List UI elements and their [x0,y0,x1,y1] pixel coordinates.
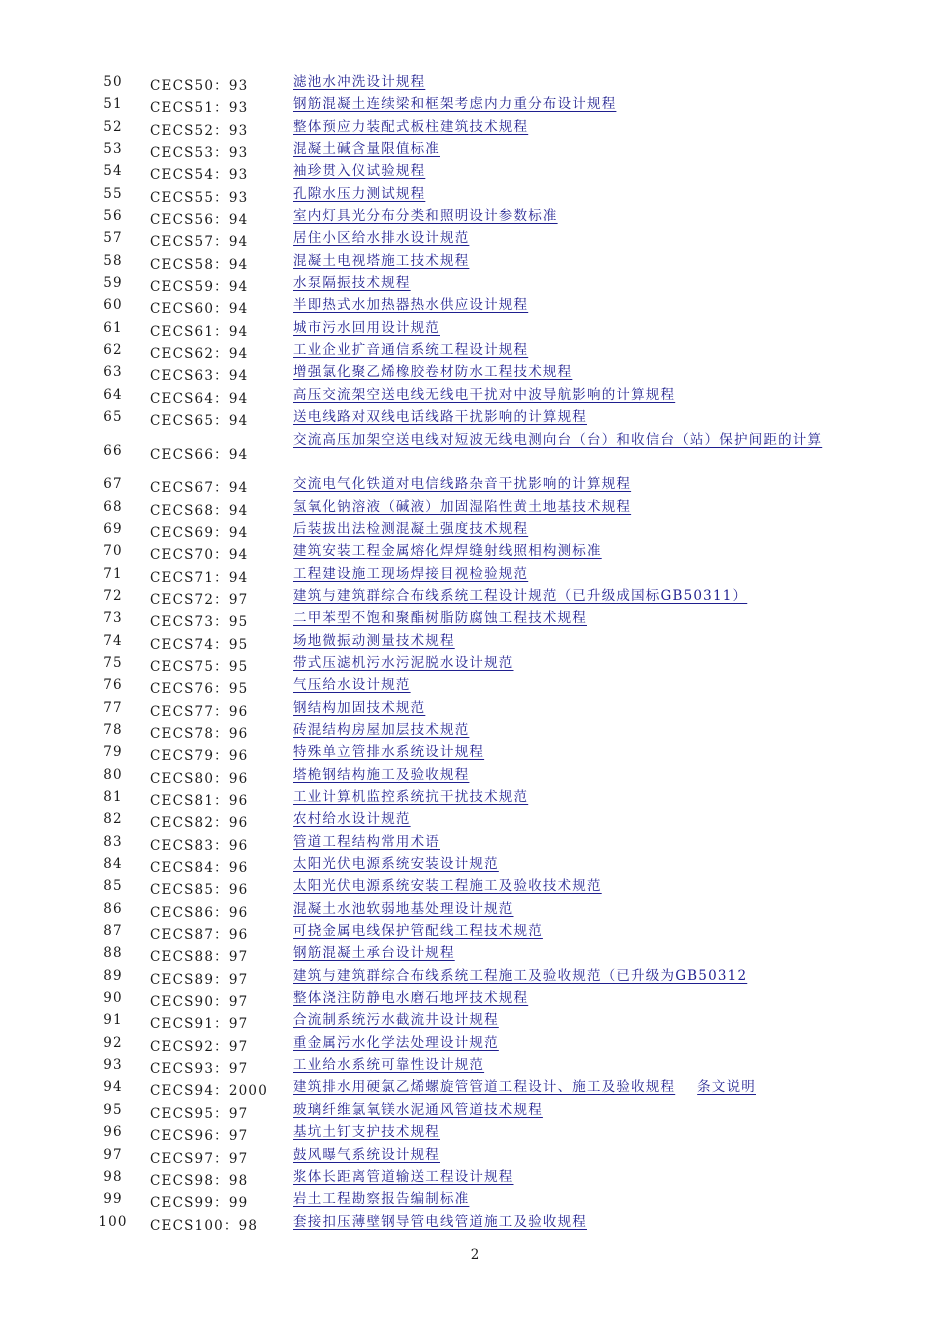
list-item [0,518,950,540]
standard-title-link[interactable]: 居住小区给水排水设计规范 [293,230,470,247]
standard-code: CECS76：95 [150,681,249,698]
standard-code: CECS96：97 [150,1128,249,1145]
standard-title [293,1076,823,1098]
standard-title-link[interactable]: 增强氯化聚乙烯橡胶卷材防水工程技术规程 [293,364,573,381]
standard-title [293,563,823,585]
standard-title-link[interactable]: 工程建设施工现场焊接目视检验规范 [293,565,529,582]
item-number: 72 [103,587,123,604]
item-number: 63 [103,364,123,381]
standard-code: CECS56：94 [150,212,249,229]
standard-title [293,250,823,272]
standard-code: CECS62：94 [150,346,249,363]
list-item [0,1076,950,1098]
standard-title [293,652,823,674]
list-item [0,1099,950,1121]
list-item [0,1166,950,1188]
list-item [0,93,950,115]
standard-title [293,384,823,406]
item-number: 81 [103,789,123,805]
item-number: 76 [103,677,123,694]
standard-title-link[interactable]: 带式压滤机污水污泥脱水设计规范 [293,654,514,671]
standard-title [293,853,823,875]
standard-code: CECS85：96 [150,882,249,899]
list-item [0,294,950,316]
list-item [0,71,950,93]
standard-title [293,116,823,138]
standard-title-link[interactable]: 孔隙水压力测试规程 [293,185,426,202]
standard-title [293,764,823,786]
list-item [0,920,950,942]
list-item [0,808,950,830]
standard-title [293,540,823,562]
item-number: 89 [103,967,123,984]
standard-code: CECS50：93 [150,78,249,94]
standard-title [293,473,823,495]
item-number: 75 [103,654,123,671]
standard-title-link[interactable]: 建筑与建筑群综合布线系统工程设计规范（已升级成国标GB50311） [293,587,748,604]
standard-title-link[interactable]: 整体浇注防静电水磨石地坪技术规程 [293,990,529,1007]
standard-title-link[interactable]: 套接扣压薄壁钢导管电线管道施工及验收规程 [293,1213,587,1230]
standard-title [293,585,823,607]
standard-title [293,1054,823,1076]
list-item [0,674,950,696]
standard-code: CECS97：97 [150,1150,249,1167]
standard-code: CECS75：95 [150,658,249,675]
item-number: 86 [103,900,123,917]
item-number: 92 [103,1034,123,1051]
standard-title-link[interactable]: 整体预应力装配式板柱建筑技术规程 [293,118,529,135]
standard-title-link[interactable]: 送电线路对双线电话线路干扰影响的计算规程 [293,409,587,426]
standard-title [293,1032,823,1054]
list-item [0,1211,950,1233]
standard-title [293,719,823,741]
standard-code: CECS53：93 [150,145,249,162]
item-number: 53 [103,141,123,158]
standard-title-link[interactable]: 特殊单立管排水系统设计规程 [293,744,485,761]
standard-code: CECS81：96 [150,793,249,809]
list-item [0,585,950,607]
item-number: 100 [98,1213,128,1230]
item-number: 83 [103,833,123,850]
standard-code: CECS72：97 [150,591,249,608]
standard-title [293,1166,823,1188]
standard-title [293,1099,823,1121]
standard-title-link[interactable]: 室内灯具光分布分类和照明设计参数标准 [293,208,558,225]
standard-title [293,183,823,205]
item-number: 74 [103,632,123,649]
standard-title [293,71,823,93]
list-item [0,1144,950,1166]
standard-code: CECS54：93 [150,167,249,184]
standard-title-link[interactable]: 建筑安装工程金属熔化焊焊缝射线照相构测标准 [293,543,602,560]
standard-code: CECS93：97 [150,1061,249,1078]
standard-title-link[interactable]: 建筑排水用硬氯乙烯螺旋管管道工程设计、施工及验收规程 [293,1079,676,1096]
standard-title-link[interactable]: 钢结构加固技术规范 [293,699,426,716]
list-item [0,1054,950,1076]
standard-title-link[interactable]: 玻璃纤维氯氧镁水泥通风管道技术规程 [293,1101,543,1118]
list-item [0,496,950,518]
standard-code: CECS86：96 [150,904,249,921]
item-number: 57 [103,230,123,247]
standard-title [293,1009,823,1031]
standard-code: CECS58：94 [150,256,249,273]
standard-title [293,741,823,763]
page-number: 2 [470,1247,480,1263]
standard-code: CECS84：96 [150,860,249,877]
standard-title [293,160,823,182]
standard-title-link[interactable]: 鼓风曝气系统设计规程 [293,1146,440,1163]
list-item [0,250,950,272]
item-number: 56 [103,208,123,225]
item-number: 96 [103,1124,123,1141]
standard-title [293,697,823,719]
list-item [0,965,950,987]
item-number: 78 [103,721,123,738]
item-number: 77 [103,699,123,716]
standard-code: CECS87：96 [150,927,249,944]
standard-title [293,406,823,428]
standard-code: CECS73：95 [150,614,249,631]
item-number: 91 [103,1012,123,1029]
list-item [0,898,950,920]
item-number: 98 [103,1168,123,1185]
item-number: 54 [103,163,123,180]
standard-code: CECS89：97 [150,971,249,988]
item-number: 87 [103,923,123,940]
standard-code: CECS66：94 [150,446,249,463]
standard-title [293,294,823,316]
item-number: 65 [103,409,123,426]
list-item [0,875,950,897]
list-item [0,406,950,428]
standard-title-link[interactable]: 钢筋混凝土连续梁和框架考虑内力重分布设计规程 [293,96,617,113]
standards-list [0,71,950,1233]
list-item [0,764,950,786]
list-item [0,1009,950,1031]
standard-title-link[interactable]: 太阳光伏电源系统安装工程施工及验收技术规范 [293,878,602,895]
standard-title-link[interactable]: 后装拔出法检测混凝土强度技术规程 [293,520,529,537]
standard-title [293,93,823,115]
standard-title-link[interactable]: 基坑土钉支护技术规程 [293,1124,440,1141]
standard-title-link[interactable]: 滤池水冲洗设计规程 [293,74,426,90]
item-number: 70 [103,543,123,560]
standard-title [293,518,823,540]
standard-title-link[interactable]: 城市污水回用设计规范 [293,319,440,336]
list-item [0,1032,950,1054]
item-number: 66 [103,442,123,459]
list-item [0,138,950,160]
standard-code: CECS71：94 [150,569,249,586]
standard-title-link[interactable]: 砖混结构房屋加层技术规范 [293,721,470,738]
item-number: 97 [103,1146,123,1163]
standard-title [293,1188,823,1210]
standard-code: CECS90：97 [150,994,249,1011]
standard-code: CECS95：97 [150,1105,249,1122]
standard-title [293,831,823,853]
standard-title-link[interactable]: 农村给水设计规范 [293,811,411,828]
standard-code: CECS100：98 [150,1217,259,1234]
item-number: 58 [103,252,123,269]
item-number: 93 [103,1057,123,1074]
list-item [0,317,950,339]
standard-title [293,987,823,1009]
list-item [0,831,950,853]
item-number: 67 [103,476,123,493]
standard-title [293,607,823,629]
standard-title [293,898,823,920]
standard-title [293,205,823,227]
item-number: 62 [103,342,123,359]
standard-title [293,1121,823,1143]
standard-code: CECS70：94 [150,547,249,564]
standard-title-link[interactable]: 岩土工程勘察报告编制标准 [293,1191,470,1208]
standard-code: CECS64：94 [150,390,249,407]
list-item [0,987,950,1009]
standard-title [293,875,823,897]
standard-title [293,1211,823,1233]
item-number: 50 [103,74,123,90]
standard-code: CECS52：93 [150,122,249,139]
standard-title [293,786,823,808]
standard-title-link[interactable]: 半即热式水加热器热水供应设计规程 [293,297,529,314]
standard-title-link[interactable]: 混凝土碱含量限值标准 [293,141,440,158]
standard-code: CECS69：94 [150,524,249,541]
list-item [0,384,950,406]
standard-title-link[interactable]: 钢筋混凝土承台设计规程 [293,945,455,962]
item-number: 60 [103,297,123,314]
list-item [0,339,950,361]
standard-code: CECS83：96 [150,837,249,854]
standard-title-link[interactable]: 工业计算机监控系统抗干扰技术规范 [293,789,529,805]
standard-title [293,361,823,383]
standard-code: CECS59：94 [150,279,249,296]
list-item [0,183,950,205]
item-number: 88 [103,945,123,962]
standard-title [293,339,823,361]
standard-title-link[interactable]: 工业企业扩音通信系统工程设计规程 [293,342,529,359]
standard-title-link[interactable]: 可挠金属电线保护管配线工程技术规范 [293,923,543,940]
standard-title [293,630,823,652]
standard-title-link[interactable]: 交流电气化铁道对电信线路杂音干扰影响的计算规程 [293,476,632,493]
item-number: 99 [103,1191,123,1208]
standard-title-link[interactable]: 浆体长距离管道输送工程设计规程 [293,1168,514,1185]
list-item [0,272,950,294]
standard-code: CECS77：96 [150,703,249,720]
item-number: 79 [103,744,123,761]
list-item [0,1188,950,1210]
list-item [0,607,950,629]
list-item [0,361,950,383]
standard-code: CECS61：94 [150,323,249,340]
list-item [0,652,950,674]
standard-code: CECS78：96 [150,725,249,742]
list-item [0,741,950,763]
standard-code: CECS88：97 [150,949,249,966]
list-item [0,473,950,495]
item-number: 61 [103,319,123,336]
standard-title [293,227,823,249]
standard-title-link[interactable]: 水泵隔振技术规程 [293,275,411,292]
standard-title [293,138,823,160]
standard-title-link[interactable]: 建筑与建筑群综合布线系统工程施工及验收规范（已升级为GB50312 [293,967,748,984]
standard-title [293,496,823,518]
item-number: 85 [103,878,123,895]
list-item [0,116,950,138]
item-number: 94 [103,1079,123,1096]
standard-title [293,942,823,964]
item-number: 64 [103,386,123,403]
standard-title [293,920,823,942]
standard-title [293,429,823,451]
list-item [0,563,950,585]
item-number: 69 [103,520,123,537]
list-item [0,540,950,562]
item-number: 90 [103,990,123,1007]
standard-code: CECS57：94 [150,234,249,251]
item-number: 82 [103,811,123,828]
standard-title [293,674,823,696]
standard-title-link[interactable]: 重金属污水化学法处理设计规范 [293,1034,499,1051]
standard-code: CECS60：94 [150,301,249,318]
standard-code: CECS91：97 [150,1016,249,1033]
list-item [0,429,950,474]
standard-code: CECS67：94 [150,480,249,497]
standard-title-link[interactable]: 太阳光伏电源系统安装设计规范 [293,856,499,873]
standard-title-link[interactable]: 合流制系统污水截流井设计规程 [293,1012,499,1029]
standard-title-link[interactable]: 袖珍贯入仪试验规程 [293,163,426,180]
item-number: 84 [103,856,123,873]
item-number: 51 [103,96,123,113]
item-number: 55 [103,185,123,202]
standard-title-link[interactable]: 交流高压加架空送电线对短波无线电测向台（台）和收信台（站）保护间距的计算 [293,431,823,448]
list-item [0,853,950,875]
standard-code: CECS63：94 [150,368,249,385]
standard-title [293,965,823,987]
standard-code: CECS51：93 [150,100,249,117]
standard-title-link[interactable]: 高压交流架空送电线无线电干扰对中波导航影响的计算规程 [293,386,676,403]
list-item [0,786,950,808]
standard-code: CECS55：93 [150,189,249,206]
standard-code: CECS74：95 [150,636,249,653]
list-item [0,205,950,227]
list-item [0,719,950,741]
standard-code: CECS80：96 [150,770,249,787]
standard-code: CECS79：96 [150,748,249,765]
standard-code: CECS98：98 [150,1172,249,1189]
item-number: 59 [103,275,123,292]
item-number: 80 [103,766,123,783]
standard-code: CECS82：96 [150,815,249,832]
item-number: 71 [103,565,123,582]
standard-code: CECS92：97 [150,1038,249,1055]
standard-title-link[interactable]: 管道工程结构常用术语 [293,833,440,850]
standard-title [293,1144,823,1166]
standard-code: CECS65：94 [150,413,249,430]
standard-title-link[interactable]: 工业给水系统可靠性设计规范 [293,1057,485,1074]
list-item [0,697,950,719]
standard-title [293,808,823,830]
standard-title-link[interactable]: 塔桅钢结构施工及验收规程 [293,766,470,783]
list-item [0,227,950,249]
item-number: 52 [103,118,123,135]
standard-title-link[interactable]: 混凝土水池软弱地基处理设计规范 [293,900,514,917]
item-number: 68 [103,498,123,515]
list-item [0,1121,950,1143]
standard-title-link[interactable]: 混凝土电视塔施工技术规程 [293,252,470,269]
item-number: 73 [103,610,123,627]
list-item [0,942,950,964]
commentary-link[interactable]: 条文说明 [697,1079,756,1096]
standard-code: CECS99：99 [150,1195,249,1212]
standard-code: CECS68：94 [150,502,249,519]
list-item [0,630,950,652]
standard-title-link[interactable]: 气压给水设计规范 [293,677,411,694]
standard-title [293,272,823,294]
standard-title-link[interactable]: 二甲苯型不饱和聚酯树脂防腐蚀工程技术规程 [293,610,587,627]
standard-title [293,317,823,339]
standard-title-link[interactable]: 场地微振动测量技术规程 [293,632,455,649]
standard-code: CECS94：2000 [150,1083,268,1100]
item-number: 95 [103,1101,123,1118]
list-item [0,160,950,182]
standard-title-link[interactable]: 氢氧化钠溶液（碱液）加固湿陷性黄土地基技术规程 [293,498,632,515]
